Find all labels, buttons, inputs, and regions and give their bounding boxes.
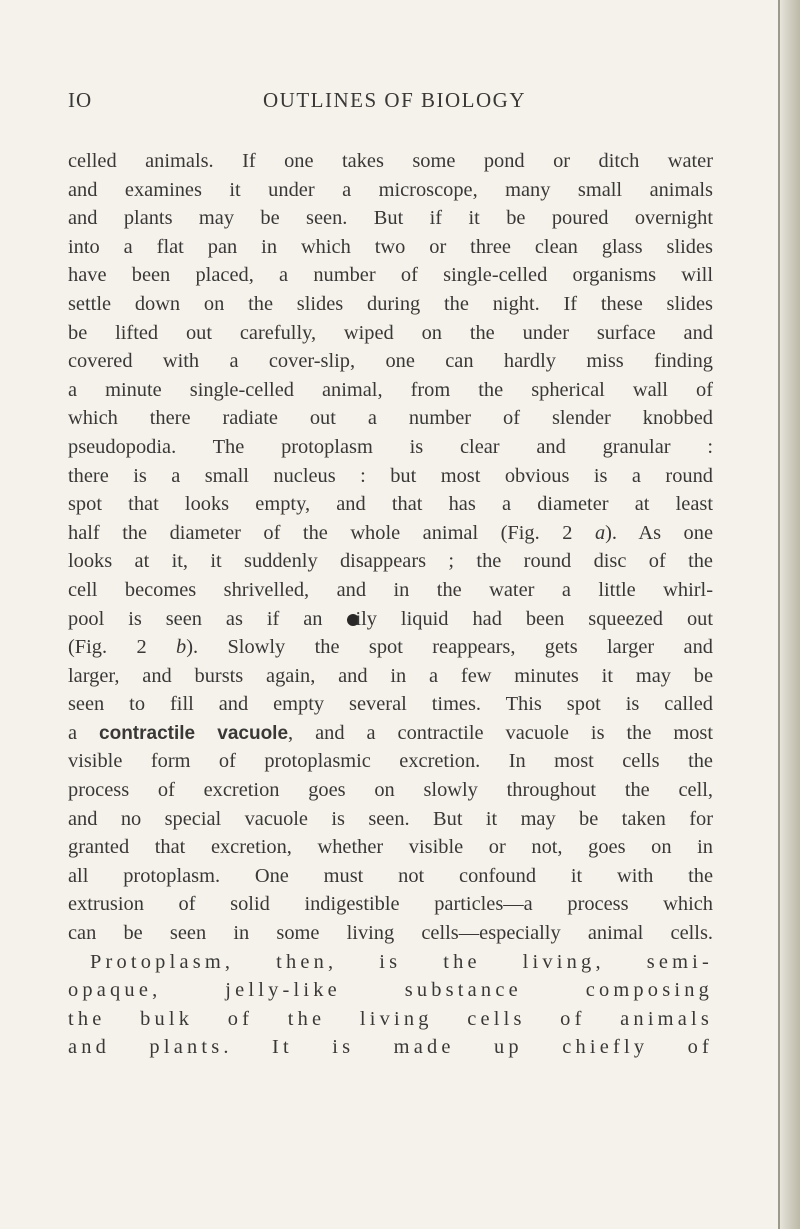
- text-line: have been placed, a number of single-celled organisms will: [68, 264, 713, 287]
- text-line: larger, and bursts again, and in a few minutes it may be: [68, 664, 713, 687]
- text-line: and examines it under a microscope, many small animals: [68, 178, 713, 201]
- text-line: cell becomes shrivelled, and in the water a little whirl-: [68, 578, 713, 601]
- text-line: a minute single-celled animal, from the spherical wall of: [68, 378, 713, 401]
- text-line: seen to fill and empty several times. This spot is called: [68, 693, 713, 716]
- text-line: spot that looks empty, and that has a diameter at least: [68, 493, 713, 516]
- text-line: half the diameter of the whole animal (Fig. 2 a). As one: [68, 521, 713, 544]
- text-line: and plants may be seen. But if it be poured overnight: [68, 207, 713, 230]
- text-line: be lifted out carefully, wiped on the under surface and: [68, 321, 713, 344]
- text-line: extrusion of solid indigestible particles—a process which: [68, 893, 713, 916]
- text-line: looks at it, it suddenly disappears ; the round disc of the: [68, 550, 713, 573]
- text-line: a contractile vacuole, and a contractile vacuole is the most: [68, 721, 713, 744]
- text-line: and plants. It is made up chiefly of: [68, 1036, 713, 1059]
- body-text: [68, 147, 713, 1062]
- running-head: OUTLINES OF BIOLOGY: [263, 88, 526, 112]
- text-line: celled animals. If one takes some pond or ditch water: [68, 150, 713, 172]
- text-line: pool is seen as if an ily liquid had been squeezed out: [68, 607, 713, 630]
- text-line: Protoplasm, then, is the living, semi-: [90, 950, 713, 973]
- text-line: and no special vacuole is seen. But it may be taken for: [68, 807, 713, 830]
- text-line: granted that excretion, whether visible or not, goes on in: [68, 836, 713, 859]
- text-line: pseudopodia. The protoplasm is clear and granular :: [68, 435, 713, 458]
- text-line: the bulk of the living cells of animals: [68, 1007, 713, 1030]
- page-binding-edge: [778, 0, 800, 1229]
- page-number: IO: [68, 88, 93, 112]
- text-line: covered with a cover-slip, one can hardly miss finding: [68, 350, 713, 373]
- text-line: which there radiate out a number of slender knobbed: [68, 407, 713, 430]
- text-line: opaque, jelly-like substance composing: [68, 979, 713, 1002]
- page-header: [68, 88, 718, 122]
- text-line: process of excretion goes on slowly throughout the cell,: [68, 779, 713, 802]
- text-line: visible form of protoplasmic excretion. In most cells the: [68, 750, 713, 773]
- term-contractile-vacuole: contractile vacuole: [99, 722, 289, 744]
- text-line: (Fig. 2 b). Slowly the spot reappears, gets larger and: [68, 636, 713, 659]
- text-line: into a flat pan in which two or three clean glass slides: [68, 235, 713, 258]
- text-line: can be seen in some living cells—especially animal cells.: [68, 922, 713, 945]
- text-line: settle down on the slides during the night. If these slides: [68, 292, 713, 315]
- text-line: there is a small nucleus : but most obvious is a round: [68, 464, 713, 487]
- text-line: all protoplasm. One must not confound it with the: [68, 864, 713, 887]
